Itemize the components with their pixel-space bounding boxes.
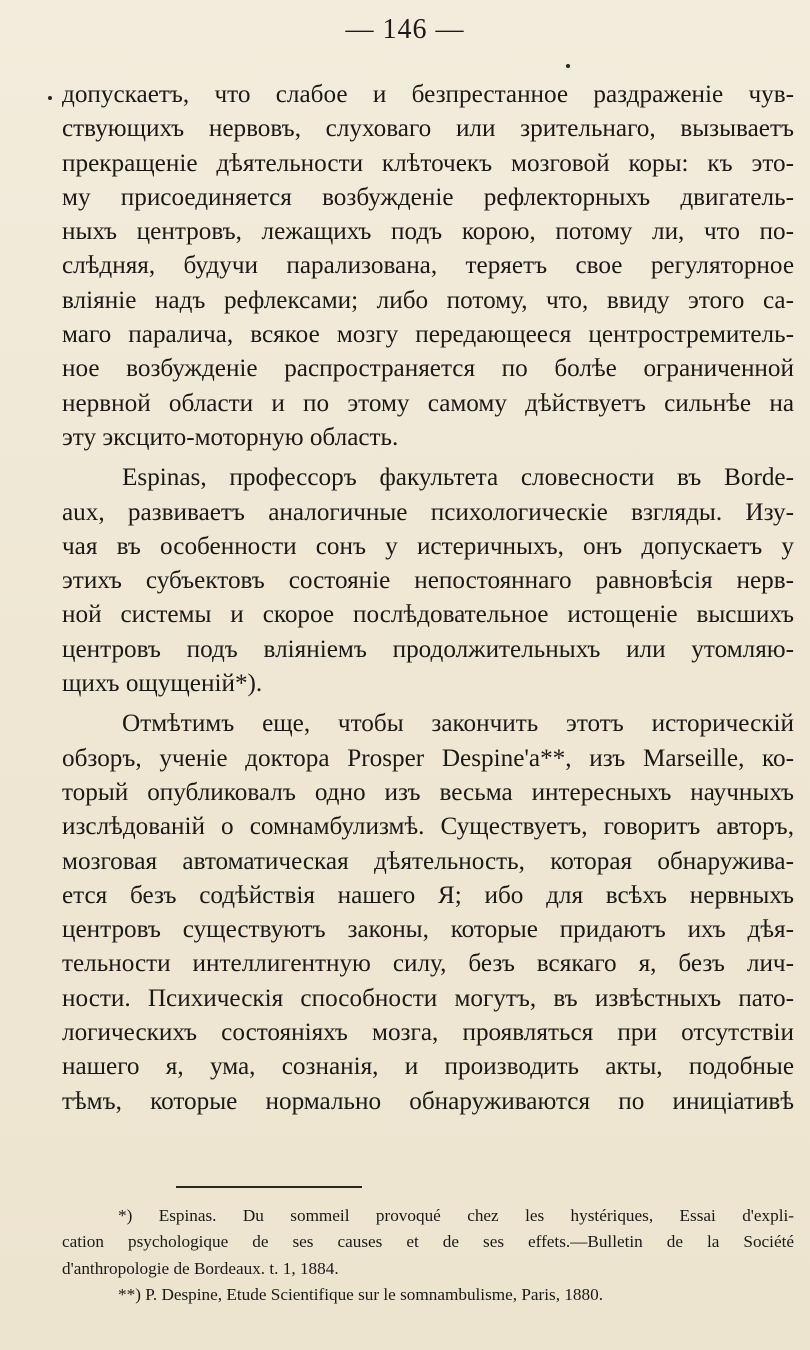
text-line: маго паралича, всякое мозгу передающееся центростремитель- [62,321,794,349]
text-line: му присоединяется возбужденіе рефлекторныхъ двигатель- [62,183,794,211]
text-line: логическихъ состояніяхъ мозга, проявляться при отсутствіи [62,1019,794,1047]
text-line: ствующихъ нервовъ, слуховаго или зрительнаго, вызываетъ [62,115,794,143]
text-line: чая въ особенности сонъ у истеричныхъ, онъ допускаетъ у [62,532,794,560]
footnotes [62,1203,794,1308]
text-line: центровъ существуютъ законы, которые придаютъ ихъ дѣя- [62,916,794,944]
text-line: изслѣдованій о сомнамбулизмѣ. Существуетъ, говоритъ авторъ, [62,813,794,841]
text-line: центровъ подъ вліяніемъ продолжительныхъ или утомляю- [62,635,794,663]
page-number: — 146 — [345,14,465,45]
footnote-line: cation psychologique de ses causes et de ses effets.—Bulletin de la Société [62,1232,794,1252]
text-line: вліяніе надъ рефлексами; либо потому, что, ввиду этого са- [62,286,794,314]
text-line: прекращеніе дѣятельности клѣточекъ мозговой коры: къ это- [62,149,794,177]
ink-speck [566,64,570,68]
text-line: щихъ ощущеній*). [62,670,263,698]
footnote-line: d'anthropologie de Bordeaux. t. 1, 1884. [62,1258,339,1278]
text-line: торый опубликовалъ одно изъ весьма интересныхъ научныхъ [62,778,794,806]
text-line: ется безъ содѣйствія нашего Я; ибо для всѣхъ нервныхъ [62,881,794,909]
text-line: этихъ субъектовъ состояніе непостояннаго равновѣсія нерв- [62,567,794,595]
text-line: тѣмъ, которые нормально обнаруживаются по иниціативѣ [62,1087,794,1115]
main-text [62,78,794,1119]
footnote-separator [176,1186,362,1188]
text-line: мозговая автоматическая дѣятельность, которая обнаружива- [62,847,794,875]
footnote-line: *) Espinas. Du sommeil provoqué chez les hystériques, Essai d'expli- [118,1206,794,1225]
text-line: ныхъ центровъ, лежащихъ подъ корою, потому ли, что по- [62,218,794,246]
text-line: нервной области и по этому самому дѣйствуетъ сильнѣе на [62,389,794,417]
text-line: Espinas, профессоръ факультета словесности въ Bordе- [122,464,794,492]
text-line: Отмѣтимъ еще, чтобы закончить этотъ историческій [122,710,794,738]
text-line: ной системы и скорое послѣдовательное истощеніе высшихъ [62,601,794,629]
text-line: ности. Психическія способности могутъ, въ извѣстныхъ пато- [62,984,794,1012]
footnote-line: **) P. Despine, Etude Scientifique sur le somnambulisme, Paris, 1880. [118,1284,604,1304]
ink-speck [48,96,52,100]
text-line: допускаетъ, что слабое и безпрестанное раздраженіе чув- [62,81,794,108]
text-line: ное возбужденіе распространяется по болѣе ограниченной [62,355,794,383]
text-line: нашего я, ума, сознанія, и производить акты, подобные [62,1053,794,1081]
text-line: обзоръ, ученіе доктора Prosper Despine'а**, изъ Marseille, ко- [62,744,794,772]
text-line: aux, развиваетъ аналогичные психологическіе взгляды. Изу- [62,498,794,526]
text-line: слѣдняя, будучи парализована, теряетъ свое регуляторное [62,252,794,280]
text-line: эту эксцито-моторную область. [62,423,399,451]
text-line: тельности интеллигентную силу, безъ всякаго я, безъ лич- [62,950,794,978]
